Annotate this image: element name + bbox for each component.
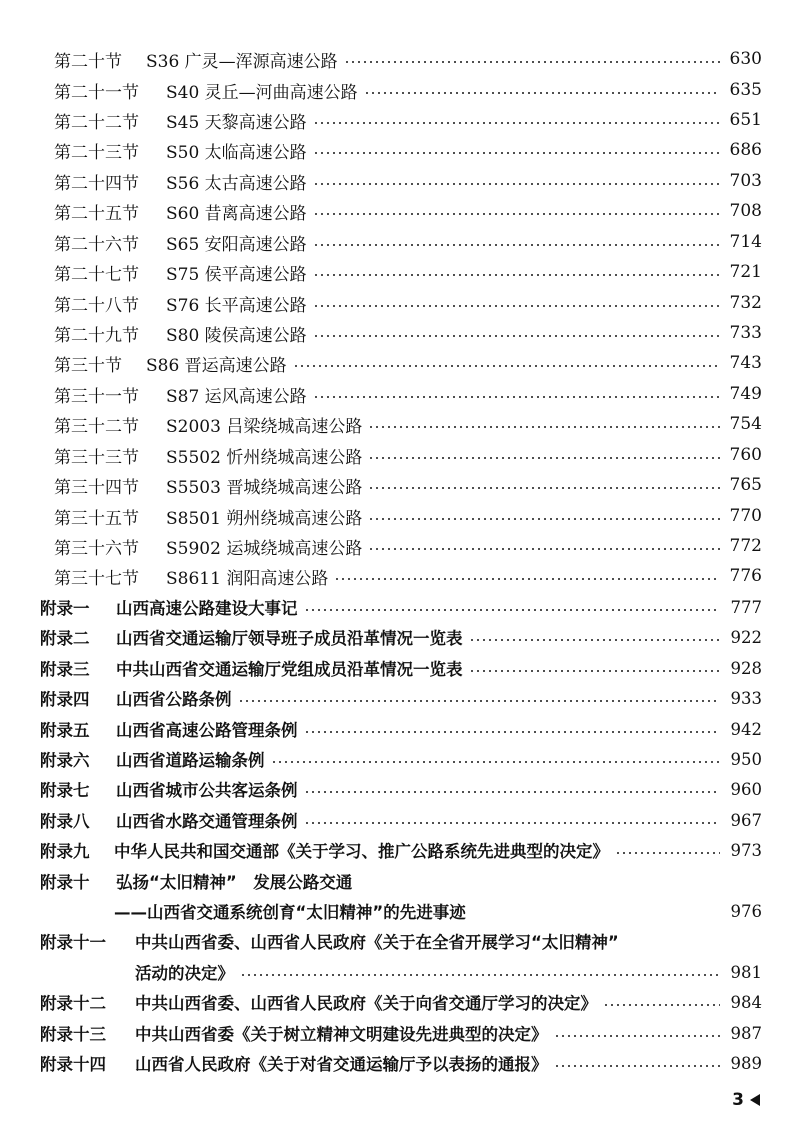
entry-page: 630: [729, 49, 762, 69]
entry-label: 附录八: [40, 812, 90, 831]
entry-label: 附录九: [40, 842, 90, 861]
dot-leader: [344, 61, 720, 63]
entry-page: 987: [730, 1023, 762, 1043]
page-number: 3: [732, 1090, 744, 1110]
toc-entry[interactable]: [54, 350, 762, 376]
entry-page: 651: [729, 110, 762, 130]
entry-title: 山西省交通运输厅领导班子成员沿革情况一览表: [116, 629, 463, 648]
entry-label: 附录三: [40, 660, 90, 679]
dot-leader: [304, 609, 721, 611]
entry-page: 933: [730, 688, 762, 708]
dot-leader: [368, 548, 720, 550]
entry-title: S5502 忻州绕城高速公路: [166, 447, 363, 468]
toc-entry[interactable]: [40, 989, 762, 1015]
dot-leader: [368, 426, 720, 428]
dot-leader: [240, 974, 720, 976]
entry-title: 中共山西省委《关于树立精神文明建设先进典型的决定》: [135, 1025, 548, 1044]
entry-page: 973: [730, 840, 762, 860]
dot-leader: [313, 396, 720, 398]
entry-title: 中共山西省委、山西省人民政府《关于在全省开展学习“太旧精神”: [135, 933, 619, 952]
toc-entry[interactable]: [54, 381, 762, 407]
entry-page: 772: [729, 536, 762, 556]
toc-entry[interactable]: [54, 472, 762, 498]
entry-title: 弘扬“太旧精神” 发展公路交通: [116, 873, 353, 892]
entry-label: 第二十八节: [54, 295, 139, 316]
entry-title: 山西省公路条例: [116, 690, 232, 709]
entry-title: S5503 晋城绕城高速公路: [166, 477, 363, 498]
entry-title: S36 广灵—浑源高速公路: [146, 51, 338, 72]
toc-entry[interactable]: [54, 320, 762, 346]
dot-leader: [238, 700, 721, 702]
entry-title: S65 安阳高速公路: [166, 234, 307, 255]
entry-label: 第二十九节: [54, 325, 139, 346]
entry-label: 附录六: [40, 751, 90, 770]
entry-title: S8611 润阳高速公路: [166, 568, 329, 589]
entry-subtitle: 活动的决定》: [135, 964, 234, 983]
toc-entry[interactable]: [40, 1020, 762, 1046]
dot-leader: [368, 487, 720, 489]
toc-entry[interactable]: [40, 685, 762, 711]
entry-page: 942: [730, 719, 762, 739]
toc-entry[interactable]: [54, 533, 762, 559]
toc-entry[interactable]: [54, 107, 762, 133]
entry-title: S2003 吕梁绕城高速公路: [166, 416, 363, 437]
toc-entry[interactable]: [40, 746, 762, 772]
toc-entry[interactable]: [54, 46, 762, 72]
dot-leader: [271, 761, 721, 763]
toc-entry[interactable]: [54, 442, 762, 468]
entry-label: 附录五: [40, 721, 90, 740]
dot-leader: [554, 1035, 721, 1037]
entry-label: 第三十二节: [54, 416, 139, 437]
toc-entry[interactable]: [40, 868, 762, 894]
entry-page: 754: [729, 414, 762, 434]
entry-page: 749: [729, 384, 762, 404]
toc-entry[interactable]: [40, 594, 762, 620]
toc-entry[interactable]: [54, 198, 762, 224]
entry-title: S45 天黎高速公路: [166, 112, 307, 133]
entry-title: S87 运风高速公路: [166, 386, 307, 407]
entry-page: 635: [729, 80, 762, 100]
toc-entry[interactable]: [54, 137, 762, 163]
dot-leader: [603, 1004, 720, 1006]
entry-label: 第二十二节: [54, 112, 139, 133]
entry-label: 附录十一: [40, 933, 106, 952]
entry-title: 山西省道路运输条例: [116, 751, 265, 770]
toc-entry[interactable]: [54, 77, 762, 103]
entry-label: 第三十三节: [54, 447, 139, 468]
dot-leader: [554, 1065, 721, 1067]
page-footer: [732, 1090, 760, 1110]
toc-entry[interactable]: [54, 168, 762, 194]
entry-page: 686: [729, 140, 762, 160]
entry-label: 附录一: [40, 599, 90, 618]
entry-label: 第三十七节: [54, 568, 139, 589]
dot-leader: [313, 335, 720, 337]
entry-title: S76 长平高速公路: [166, 295, 307, 316]
entry-subtitle: ——山西省交通系统创育“太旧精神”的先进事迹: [114, 903, 466, 922]
entry-page: 708: [729, 201, 762, 221]
entry-title: S80 陵侯高速公路: [166, 325, 307, 346]
entry-page: 989: [730, 1053, 762, 1073]
dot-leader: [469, 639, 721, 641]
toc-entry[interactable]: [40, 624, 762, 650]
toc-entry[interactable]: [40, 655, 762, 681]
entry-page: 714: [729, 232, 762, 252]
dot-leader: [313, 122, 720, 124]
entry-page: 984: [730, 992, 762, 1012]
dot-leader: [304, 822, 721, 824]
entry-title: 山西省城市公共客运条例: [116, 781, 298, 800]
toc-entry[interactable]: [54, 503, 762, 529]
entry-title: 中华人民共和国交通部《关于学习、推广公路系统先进典型的决定》: [114, 842, 609, 861]
dot-leader: [304, 731, 721, 733]
entry-label: 第二十六节: [54, 234, 139, 255]
entry-title: S86 晋运高速公路: [146, 355, 287, 376]
entry-page: 721: [729, 262, 762, 282]
toc-entry[interactable]: [40, 776, 762, 802]
toc-entry[interactable]: [40, 837, 762, 863]
toc-entry[interactable]: [54, 259, 762, 285]
entry-label: 附录二: [40, 629, 90, 648]
entry-label: 附录十四: [40, 1055, 106, 1074]
entry-title: 中共山西省委、山西省人民政府《关于向省交通厅学习的决定》: [135, 994, 597, 1013]
dot-leader: [334, 578, 720, 580]
entry-label: 附录十二: [40, 994, 106, 1013]
dot-leader: [313, 213, 720, 215]
entry-title: 中共山西省交通运输厅党组成员沿革情况一览表: [116, 660, 463, 679]
entry-page: 703: [729, 171, 762, 191]
toc-entry[interactable]: [40, 1050, 762, 1076]
toc-entry[interactable]: [40, 928, 762, 954]
entry-label: 第二十七节: [54, 264, 139, 285]
dot-leader: [368, 518, 720, 520]
entry-label: 第二十三节: [54, 142, 139, 163]
dot-leader: [304, 791, 721, 793]
toc-entry[interactable]: [40, 716, 762, 742]
dot-leader: [293, 365, 720, 367]
dot-leader: [313, 305, 720, 307]
entry-title: S50 太临高速公路: [166, 142, 307, 163]
entry-page: 960: [730, 779, 762, 799]
entry-page: 770: [729, 506, 762, 526]
entry-page: 732: [729, 293, 762, 313]
entry-title: 山西省水路交通管理条例: [116, 812, 298, 831]
entry-page: 765: [729, 475, 762, 495]
dot-leader: [368, 457, 720, 459]
entry-page: 777: [730, 597, 762, 617]
toc-entry-continuation[interactable]: [114, 898, 762, 924]
entry-label: 第三十一节: [54, 386, 139, 407]
entry-label: 第三十五节: [54, 508, 139, 529]
entry-title: S56 太古高速公路: [166, 173, 307, 194]
dot-leader: [313, 183, 720, 185]
entry-page: 733: [729, 323, 762, 343]
entry-label: 第三十六节: [54, 538, 139, 559]
entry-title: S40 灵丘—河曲高速公路: [166, 82, 358, 103]
entry-label: 附录七: [40, 781, 90, 800]
toc-entry[interactable]: [54, 411, 762, 437]
toc-entry[interactable]: [54, 563, 762, 589]
entry-page: 967: [730, 810, 762, 830]
entry-label: 第二十一节: [54, 82, 139, 103]
entry-page: 743: [729, 353, 762, 373]
entry-label: 第三十四节: [54, 477, 139, 498]
toc-entry[interactable]: [40, 807, 762, 833]
entry-page: 760: [729, 445, 762, 465]
toc-entry-continuation[interactable]: [135, 959, 762, 985]
entry-title: S8501 朔州绕城高速公路: [166, 508, 363, 529]
entry-label: 附录十: [40, 873, 90, 892]
entry-title: S5902 运城绕城高速公路: [166, 538, 363, 559]
toc-entry[interactable]: [54, 290, 762, 316]
entry-page: 981: [730, 962, 762, 982]
dot-leader: [313, 244, 720, 246]
entry-page: 950: [730, 749, 762, 769]
entry-title: 山西省高速公路管理条例: [116, 721, 298, 740]
entry-label: 第二十节: [54, 51, 122, 72]
entry-label: 附录十三: [40, 1025, 106, 1044]
entry-page: 776: [729, 566, 762, 586]
dot-leader: [313, 274, 720, 276]
toc-entry[interactable]: [54, 229, 762, 255]
entry-page: 922: [730, 627, 762, 647]
entry-title: 山西省人民政府《关于对省交通运输厅予以表扬的通报》: [135, 1055, 548, 1074]
entry-title: S75 侯平高速公路: [166, 264, 307, 285]
entry-label: 第二十四节: [54, 173, 139, 194]
left-triangle-icon: [750, 1094, 760, 1106]
dot-leader: [615, 852, 720, 854]
entry-title: 山西高速公路建设大事记: [116, 599, 298, 618]
spacer: [472, 913, 720, 915]
entry-label: 第三十节: [54, 355, 122, 376]
entry-page: 976: [730, 901, 762, 921]
dot-leader: [364, 92, 720, 94]
entry-title: S60 昔离高速公路: [166, 203, 307, 224]
dot-leader: [313, 152, 720, 154]
dot-leader: [469, 670, 721, 672]
entry-label: 第二十五节: [54, 203, 139, 224]
entry-page: 928: [730, 658, 762, 678]
entry-label: 附录四: [40, 690, 90, 709]
